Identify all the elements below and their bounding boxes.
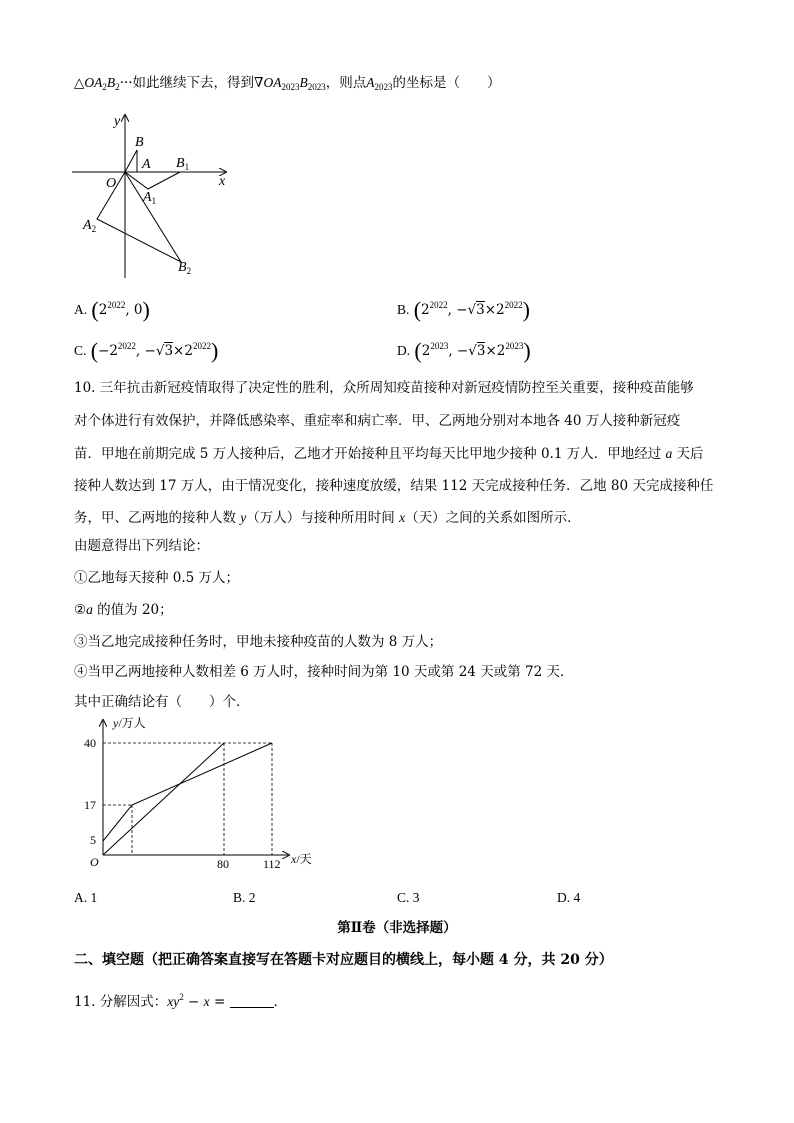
part2-heading: 二、填空题（把正确答案直接写在答题卡对应题目的横线上，每小题 4 分，共 20 分） <box>74 952 613 968</box>
q9-option-a[interactable]: A. ($2^{2022}$, 0) <box>74 297 150 322</box>
fig9-b2-label: $B_2$ <box>178 260 192 276</box>
q11-answer-blank[interactable] <box>230 993 274 1008</box>
q9-option-b[interactable]: B. ($2^{2022}$, $-√3\times 2^{2022}$) <box>397 297 530 322</box>
fig9-a1-label: $A_1$ <box>143 190 157 206</box>
q10-line-4: 接种人数达到 17 万人，由于情况变化，接种速度放缓，结果 112 天完成接种任务．乙地 80 天完成接种任 <box>74 478 714 494</box>
fig9-y-label: y <box>114 114 121 129</box>
q10-line-3: 苗．甲地在前期完成 5 万人接种后，乙地才开始接种且平均每天比甲地少接种 0.1 万人．甲地经过 a 天后 <box>74 446 704 462</box>
section-title: 第Ⅱ卷（非选择题） <box>337 920 457 936</box>
tick-x112: 112 <box>263 857 281 871</box>
q9-figure <box>68 108 238 283</box>
fig9-b1-label: $B_1$ <box>176 156 190 172</box>
q10-option-b[interactable]: B. 2 <box>233 890 256 905</box>
q11: 11. 分解因式：$xy^2 - x$ = ． <box>74 992 288 1010</box>
q10-option-a[interactable]: A. 1 <box>74 890 98 905</box>
fig9-origin-label: O <box>106 176 117 191</box>
fig9-b-label: B <box>135 135 144 150</box>
tick-y17: 17 <box>84 798 96 812</box>
q10-conclusion-4: ④当甲乙两地接种人数相差 6 万人时，接种时间为第 10 天或第 24 天或第 72 天． <box>74 664 574 680</box>
q10-line-1: 10. 三年抗击新冠疫情取得了决定性的胜利，众所周知疫苗接种对新冠疫情防控至关重要，接种疫苗能够 <box>74 380 694 396</box>
triangle-oab <box>125 150 137 172</box>
series-yi <box>103 743 224 855</box>
fig9-a2-label: $A_2$ <box>83 218 97 234</box>
q9-stem-tail: $\triangle OA_2B_2\cdot\cdot\cdot$如此继续下去，得到$\nabla OA_{2023}B_{2023}$，则点$A_{2023}$的坐标是（ ） <box>74 75 501 92</box>
q10-question: 其中正确结论有（ ）个． <box>74 694 250 710</box>
series-jia <box>103 743 272 841</box>
q10-option-d[interactable]: D. 4 <box>557 890 581 905</box>
q10-line-2: 对个体进行有效保护，并降低感染率、重症率和病亡率．甲、乙两地分别对本地各 40 万人接种新冠疫 <box>74 413 681 429</box>
q9-option-c[interactable]: C. ($-2^{2022}$, $-√3\times 2^{2022}$) <box>74 338 219 363</box>
q10-origin: O <box>90 855 99 869</box>
q10-option-c[interactable]: C. 3 <box>397 890 420 905</box>
fig9-x-label: x <box>219 174 226 189</box>
q10-conclusion-1: ①乙地每天接种 0.5 万人； <box>74 570 240 586</box>
q10-graph <box>70 713 330 873</box>
q10-line-5: 务，甲、乙两地的接种人数 y（万人）与接种所用时间 x（天）之间的关系如图所示． <box>74 510 581 526</box>
q10-intro-conclusions: 由题意得出下列结论： <box>74 538 209 554</box>
q10-x-label: x/天 <box>291 852 312 866</box>
q10-conclusion-2: ②a 的值为 20； <box>74 602 173 618</box>
tick-y40: 40 <box>84 736 96 750</box>
fig9-a-label: A <box>142 157 151 172</box>
tick-y5: 5 <box>90 833 96 847</box>
q10-y-label: y/万人 <box>113 716 146 730</box>
q9-option-d[interactable]: D. ($2^{2023}$, $-√3\times 2^{2023}$) <box>397 338 531 363</box>
tick-x80: 80 <box>217 857 229 871</box>
triangle-oa1b1 <box>125 172 180 189</box>
q10-conclusion-3: ③当乙地完成接种任务时，甲地未接种疫苗的人数为 8 万人； <box>74 634 443 650</box>
